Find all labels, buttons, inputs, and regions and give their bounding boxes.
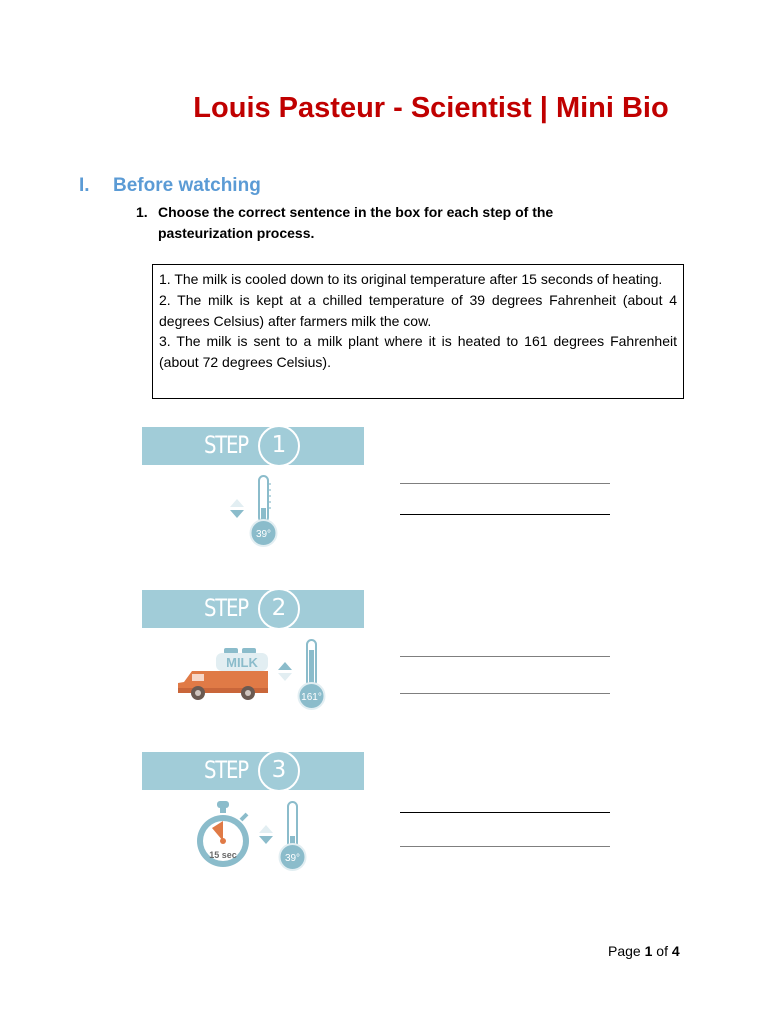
step-number-circle	[258, 750, 300, 792]
step-1-banner	[142, 427, 364, 465]
step-3-illustration	[194, 798, 314, 874]
page-footer	[608, 943, 680, 959]
timer-label: 15 sec	[209, 850, 237, 860]
step-1-illustration	[225, 474, 285, 550]
step-number-circle	[258, 588, 300, 630]
step-number: 2	[271, 595, 287, 621]
page-prefix: Page	[608, 943, 641, 959]
instruction-text: Choose the correct sentence in the box for each step of the pasteurization process.	[158, 204, 554, 241]
section-heading	[79, 175, 261, 197]
instruction-number: 1.	[136, 204, 148, 220]
up-down-arrows-icon	[259, 825, 273, 844]
answer-line[interactable]	[400, 846, 610, 847]
answer-line[interactable]	[400, 514, 610, 515]
step-number: 1	[271, 432, 287, 458]
stopwatch-icon	[197, 801, 249, 867]
sentence-box	[152, 264, 684, 399]
thermometer-icon	[280, 802, 306, 870]
answer-line[interactable]	[400, 483, 610, 484]
answer-line[interactable]	[400, 812, 610, 813]
sentence-2: 2. The milk is kept at a chilled temperature of 39 degrees Fahrenheit (about 4 degrees Celsius) after farmers milk the cow.	[159, 291, 677, 329]
thermometer-icon	[251, 476, 277, 546]
step-3-banner	[142, 752, 364, 790]
step-2-illustration	[176, 638, 336, 714]
thermometer-reading: 39°	[284, 853, 301, 864]
answer-line[interactable]	[400, 656, 610, 657]
sentence-1: 1. The milk is cooled down to its original temperature after 15 seconds of heating.	[159, 271, 663, 287]
page-total: 4	[671, 943, 680, 959]
thermometer-reading: 161°	[301, 692, 322, 703]
section-number: I.	[79, 175, 90, 196]
milk-truck-icon	[178, 648, 268, 700]
answer-line[interactable]	[400, 693, 610, 694]
step-2-banner	[142, 590, 364, 628]
step-number-circle	[258, 425, 300, 467]
sentence-3: 3. The milk is sent to a milk plant where it is heated to 161 degrees Fahrenheit (about 72 degrees Celsius).	[159, 333, 677, 371]
truck-label: MILK	[226, 655, 258, 670]
up-down-arrows-icon	[278, 662, 292, 681]
up-down-arrows-icon	[230, 499, 244, 518]
page-current: 1	[644, 943, 653, 959]
thermometer-icon	[299, 640, 325, 709]
step-label: STEP	[204, 594, 248, 622]
page-title: Louis Pasteur - Scientist | Mini Bio	[193, 92, 669, 124]
step-label: STEP	[204, 431, 248, 459]
instruction	[136, 202, 606, 244]
thermometer-reading: 39°	[255, 529, 272, 540]
section-title: Before watching	[113, 175, 261, 196]
step-label: STEP	[204, 756, 248, 784]
step-number: 3	[271, 757, 287, 783]
page-of: of	[656, 943, 668, 959]
